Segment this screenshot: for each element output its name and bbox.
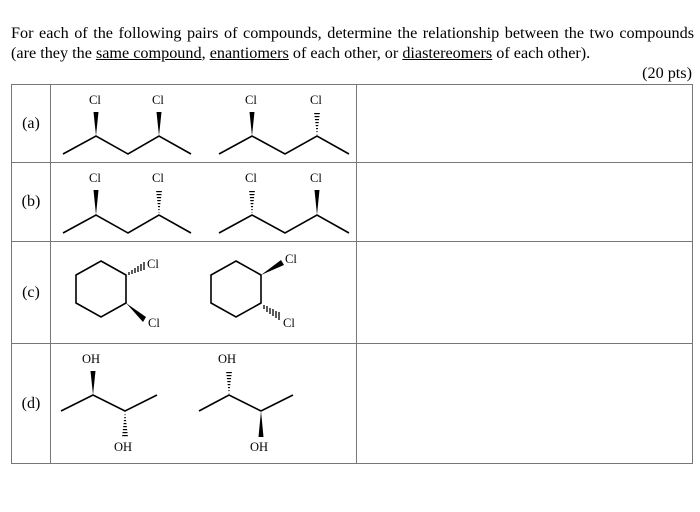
- molecule-b2: [219, 171, 349, 233]
- molecule-c1: [76, 257, 160, 330]
- oh-label: OH: [217, 351, 236, 366]
- question-text: [11, 23, 694, 63]
- question-sep1: ,: [201, 44, 210, 62]
- cl-label: Cl: [244, 170, 257, 185]
- answer-cell-b[interactable]: [356, 163, 692, 242]
- molecule-d2: [199, 352, 293, 454]
- oh-label: OH: [113, 439, 132, 454]
- structure-pair-c: [51, 243, 356, 343]
- term-enantiomers: enantiomers: [209, 44, 289, 62]
- cl-label: Cl: [309, 92, 322, 107]
- cl-label: Cl: [284, 251, 297, 266]
- question-part3: of each other).: [492, 44, 591, 62]
- oh-label: OH: [249, 439, 268, 454]
- molecules-a: [50, 85, 356, 163]
- cl-label: Cl: [147, 315, 160, 330]
- row-d: [12, 344, 693, 464]
- cl-label: Cl: [146, 256, 159, 271]
- row-b: [12, 163, 693, 242]
- cl-label: Cl: [151, 170, 164, 185]
- molecule-a2: [219, 93, 349, 154]
- structure-pair-d: [51, 345, 356, 463]
- oh-label: OH: [81, 351, 100, 366]
- cl-label: Cl: [282, 315, 295, 330]
- question-table: [11, 84, 693, 464]
- term-same-compound: same compound: [95, 44, 202, 62]
- row-label-b: (b): [12, 163, 51, 242]
- molecule-c2: [211, 252, 297, 330]
- molecules-d: [50, 344, 356, 464]
- molecule-b1: [63, 171, 191, 233]
- row-label-d: (d): [12, 344, 51, 464]
- question-part1: For each of the following pairs of compounds, determine the relationship between the two compounds (are they the: [11, 24, 694, 62]
- row-label-c: (c): [12, 242, 51, 344]
- question-part2: of each other, or: [288, 44, 403, 62]
- molecule-a1: [63, 93, 191, 154]
- structure-pair-a: [51, 86, 356, 162]
- cl-label: Cl: [151, 92, 164, 107]
- term-diastereomers: diastereomers: [402, 44, 493, 62]
- cl-label: Cl: [88, 170, 101, 185]
- molecules-b: [50, 163, 356, 242]
- cl-label: Cl: [244, 92, 257, 107]
- cl-label: Cl: [309, 170, 322, 185]
- row-c: [12, 242, 693, 344]
- row-a: [12, 85, 693, 163]
- answer-cell-a[interactable]: [356, 85, 692, 163]
- structure-pair-b: [51, 164, 356, 241]
- answer-cell-c[interactable]: [356, 242, 692, 344]
- molecule-d1: [61, 352, 157, 454]
- cl-label: Cl: [88, 92, 101, 107]
- points-label: (20 pts): [642, 64, 692, 82]
- answer-cell-d[interactable]: [356, 344, 692, 464]
- molecules-c: [50, 242, 356, 344]
- row-label-a: (a): [12, 85, 51, 163]
